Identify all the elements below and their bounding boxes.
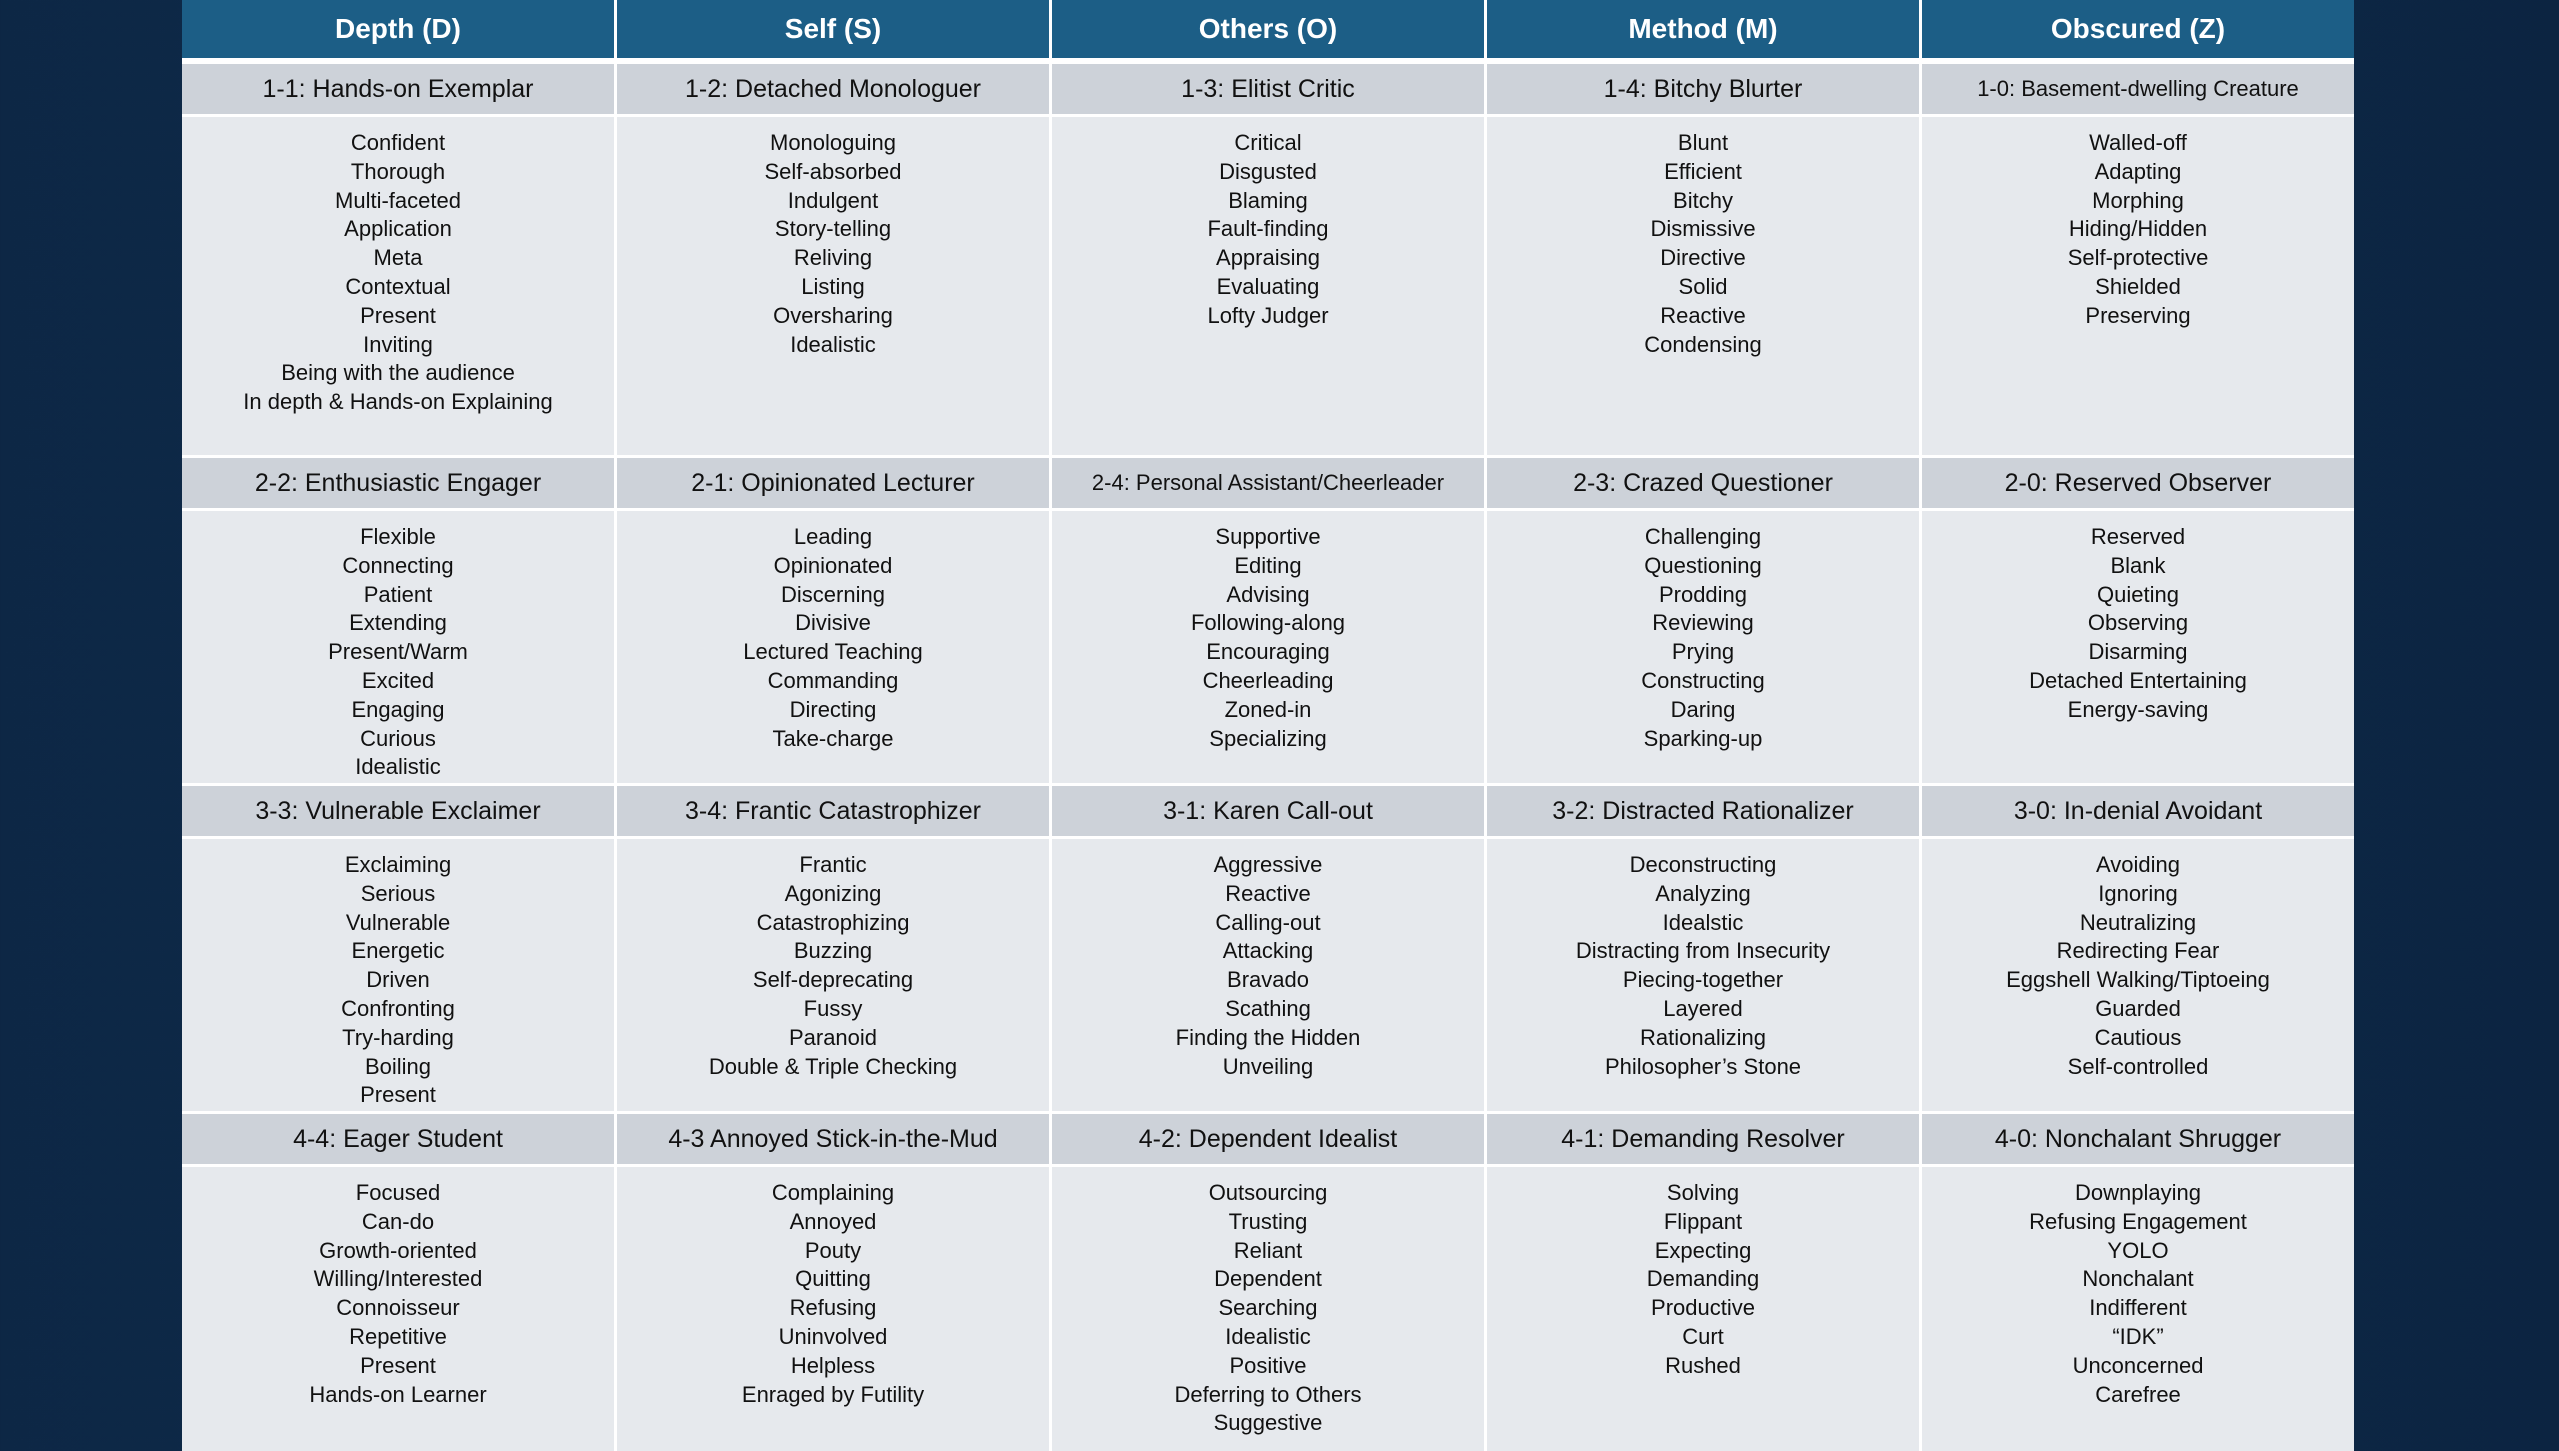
trait-item: Energetic bbox=[351, 938, 445, 964]
trait-item: Aggressive bbox=[1213, 852, 1323, 877]
section-title-row bbox=[182, 61, 2354, 114]
cell-trait-list bbox=[182, 511, 614, 783]
trait-item: Editing bbox=[1234, 552, 1302, 578]
trait-item: Evaluating bbox=[1216, 273, 1320, 299]
trait-item: Present bbox=[360, 1082, 436, 1108]
trait-item: Indifferent bbox=[2089, 1295, 2187, 1321]
trait-item: Ignoring bbox=[2098, 880, 2178, 906]
cell-title: 1-4: Bitchy Blurter bbox=[1487, 64, 1919, 114]
trait-item: Present/Warm bbox=[328, 639, 468, 665]
cell-trait-list bbox=[617, 511, 1049, 783]
trait-item: Encouraging bbox=[1206, 639, 1330, 665]
trait-item: Annoyed bbox=[789, 1208, 877, 1234]
trait-item: Multi-faceted bbox=[335, 187, 461, 213]
trait-item: Dependent bbox=[1214, 1266, 1322, 1292]
trait-item: Zoned-in bbox=[1224, 696, 1312, 722]
cell-title: 2-4: Personal Assistant/Cheerleader bbox=[1052, 458, 1484, 508]
trait-item: Bitchy bbox=[1673, 187, 1733, 213]
trait-item: Prying bbox=[1671, 639, 1735, 665]
trait-item: Flexible bbox=[360, 524, 436, 549]
trait-item: Quitting bbox=[795, 1266, 871, 1292]
trait-item: Productive bbox=[1651, 1295, 1755, 1321]
trait-item: Observing bbox=[2087, 610, 2189, 636]
trait-item: In depth & Hands-on Explaining bbox=[243, 389, 553, 415]
trait-item: Daring bbox=[1670, 696, 1736, 722]
trait-item: Unconcerned bbox=[2072, 1352, 2204, 1378]
trait-item: Downplaying bbox=[2075, 1180, 2201, 1205]
trait-item: Idealstic bbox=[1662, 909, 1744, 935]
trait-item: Focused bbox=[355, 1180, 441, 1205]
section-title-row bbox=[182, 455, 2354, 508]
cell-title: 4-1: Demanding Resolver bbox=[1487, 1114, 1919, 1164]
trait-item: Idealistic bbox=[1225, 1323, 1311, 1349]
trait-item: Rationalizing bbox=[1640, 1024, 1766, 1050]
trait-item: Thorough bbox=[350, 158, 446, 184]
trait-item: Exclaiming bbox=[344, 852, 452, 877]
trait-item: Serious bbox=[360, 880, 436, 906]
trait-item: Pouty bbox=[804, 1237, 862, 1263]
trait-item: Uninvolved bbox=[778, 1323, 888, 1349]
trait-item: Self-controlled bbox=[2067, 1053, 2209, 1079]
trait-item: Refusing bbox=[789, 1295, 877, 1321]
trait-item: Flippant bbox=[1663, 1208, 1743, 1234]
trait-item: Critical bbox=[1234, 130, 1302, 155]
trait-item: Trusting bbox=[1228, 1208, 1308, 1234]
trait-item: Self-absorbed bbox=[764, 158, 902, 184]
trait-item: Calling-out bbox=[1215, 909, 1321, 935]
trait-item: Fault-finding bbox=[1207, 216, 1329, 242]
trait-item: Lofty Judger bbox=[1207, 302, 1329, 328]
trait-item: Prodding bbox=[1658, 581, 1748, 607]
trait-item: Excited bbox=[361, 667, 435, 693]
trait-item: Blank bbox=[2110, 552, 2166, 578]
trait-item: Driven bbox=[366, 967, 430, 993]
trait-item: Reliant bbox=[1233, 1237, 1303, 1263]
column-header-method: Method (M) bbox=[1487, 0, 1919, 58]
trait-item: Disarming bbox=[2088, 639, 2188, 665]
cell-trait-list bbox=[182, 117, 614, 455]
trait-item: Blunt bbox=[1677, 130, 1729, 155]
section-body-row bbox=[182, 114, 2354, 455]
cell-title: 2-1: Opinionated Lecturer bbox=[617, 458, 1049, 508]
trait-item: Hiding/Hidden bbox=[2068, 216, 2208, 242]
trait-item: Willing/Interested bbox=[313, 1266, 483, 1292]
trait-item: Helpless bbox=[790, 1352, 876, 1378]
trait-item: Connoisseur bbox=[336, 1295, 460, 1321]
trait-item: Redirecting Fear bbox=[2056, 938, 2220, 964]
trait-item: Confident bbox=[350, 130, 446, 155]
trait-item: Scathing bbox=[1225, 995, 1311, 1021]
trait-item: Cheerleading bbox=[1202, 667, 1334, 693]
trait-item: Connecting bbox=[342, 552, 454, 578]
cell-title: 1-2: Detached Monologuer bbox=[617, 64, 1049, 114]
cell-title: 1-3: Elitist Critic bbox=[1052, 64, 1484, 114]
trait-item: Avoiding bbox=[2096, 852, 2180, 877]
column-header-self: Self (S) bbox=[617, 0, 1049, 58]
trait-item: Directive bbox=[1660, 245, 1746, 271]
cell-trait-list bbox=[182, 1167, 614, 1451]
trait-item: Deferring to Others bbox=[1174, 1381, 1362, 1407]
cell-trait-list bbox=[1052, 839, 1484, 1111]
trait-item: Carefree bbox=[2095, 1381, 2181, 1407]
column-header-row bbox=[182, 0, 2354, 61]
trait-item: Energy-saving bbox=[2067, 696, 2209, 722]
trait-item: Eggshell Walking/Tiptoeing bbox=[2006, 967, 2270, 993]
trait-item: Confronting bbox=[341, 995, 455, 1021]
trait-item: Double & Triple Checking bbox=[708, 1053, 958, 1079]
trait-item: Analyzing bbox=[1655, 880, 1751, 906]
cell-title: 3-3: Vulnerable Exclaimer bbox=[182, 786, 614, 836]
trait-item: Suggestive bbox=[1213, 1410, 1323, 1436]
cell-trait-list bbox=[1052, 511, 1484, 783]
trait-item: Complaining bbox=[771, 1180, 895, 1205]
trait-item: Catastrophizing bbox=[756, 909, 910, 935]
trait-item: Commanding bbox=[767, 667, 899, 693]
trait-item: Curious bbox=[360, 725, 436, 751]
cell-trait-list bbox=[1487, 839, 1919, 1111]
trait-item: Contextual bbox=[345, 273, 451, 299]
cell-trait-list bbox=[617, 117, 1049, 455]
trait-item: Morphing bbox=[2092, 187, 2184, 213]
trait-item: Buzzing bbox=[793, 938, 873, 964]
trait-item: Neutralizing bbox=[2079, 909, 2197, 935]
trait-item: Try-harding bbox=[342, 1024, 454, 1050]
trait-item: Dismissive bbox=[1650, 216, 1756, 242]
trait-item: Walled-off bbox=[2089, 130, 2187, 155]
cell-trait-list bbox=[1487, 117, 1919, 455]
trait-item: Being with the audience bbox=[281, 360, 515, 386]
trait-item: Refusing Engagement bbox=[2029, 1208, 2247, 1234]
cell-title: 1-0: Basement-dwelling Creature bbox=[1922, 64, 2354, 114]
trait-item: Solving bbox=[1666, 1180, 1740, 1205]
personality-matrix-table bbox=[182, 0, 2354, 1439]
cell-trait-list bbox=[1052, 117, 1484, 455]
trait-item: “IDK” bbox=[2112, 1323, 2164, 1349]
trait-item: Sparking-up bbox=[1643, 725, 1763, 751]
column-header-others: Others (O) bbox=[1052, 0, 1484, 58]
trait-item: Leading bbox=[793, 524, 873, 549]
trait-item: Discerning bbox=[781, 581, 885, 607]
cell-title: 2-3: Crazed Questioner bbox=[1487, 458, 1919, 508]
trait-item: Quieting bbox=[2097, 581, 2179, 607]
section-title-row bbox=[182, 1111, 2354, 1164]
trait-item: Constructing bbox=[1641, 667, 1765, 693]
trait-item: Story-telling bbox=[774, 216, 892, 242]
trait-item: Piecing-together bbox=[1622, 967, 1784, 993]
trait-item: Reactive bbox=[1660, 302, 1746, 328]
trait-item: Fussy bbox=[803, 995, 863, 1021]
cell-trait-list bbox=[1922, 511, 2354, 783]
trait-item: Self-protective bbox=[2067, 245, 2209, 271]
trait-item: Agonizing bbox=[784, 880, 882, 906]
cell-title: 4-4: Eager Student bbox=[182, 1114, 614, 1164]
trait-item: Idealistic bbox=[790, 331, 876, 357]
trait-item: Following-along bbox=[1190, 610, 1346, 636]
trait-item: Reviewing bbox=[1652, 610, 1754, 636]
trait-item: Engaging bbox=[351, 696, 445, 722]
trait-item: Searching bbox=[1218, 1295, 1318, 1321]
trait-item: Idealistic bbox=[355, 754, 441, 780]
trait-item: Appraising bbox=[1216, 245, 1320, 271]
trait-item: Hands-on Learner bbox=[309, 1381, 487, 1407]
trait-item: Directing bbox=[789, 696, 877, 722]
trait-item: Oversharing bbox=[773, 302, 893, 328]
section-body-row bbox=[182, 836, 2354, 1111]
cell-trait-list bbox=[617, 1167, 1049, 1451]
cell-trait-list bbox=[1922, 117, 2354, 455]
trait-item: Reserved bbox=[2090, 524, 2186, 549]
column-header-depth: Depth (D) bbox=[182, 0, 614, 58]
trait-item: Patient bbox=[363, 581, 433, 607]
trait-item: Detached Entertaining bbox=[2029, 667, 2247, 693]
trait-item: Enraged by Futility bbox=[741, 1381, 925, 1407]
trait-item: Positive bbox=[1229, 1352, 1307, 1378]
cell-title: 4-3 Annoyed Stick-in-the-Mud bbox=[617, 1114, 1049, 1164]
column-header-obscured: Obscured (Z) bbox=[1922, 0, 2354, 58]
section-body-row bbox=[182, 508, 2354, 783]
trait-item: Inviting bbox=[363, 331, 433, 357]
trait-item: Deconstructing bbox=[1629, 852, 1777, 877]
trait-item: Solid bbox=[1678, 273, 1728, 299]
trait-item: Preserving bbox=[2085, 302, 2191, 328]
trait-item: Repetitive bbox=[349, 1323, 447, 1349]
cell-title: 2-0: Reserved Observer bbox=[1922, 458, 2354, 508]
trait-item: Philosopher’s Stone bbox=[1604, 1053, 1802, 1079]
trait-item: Present bbox=[360, 302, 436, 328]
trait-item: Monologuing bbox=[770, 130, 896, 155]
cell-trait-list bbox=[1487, 511, 1919, 783]
trait-item: Unveiling bbox=[1222, 1053, 1314, 1079]
trait-item: Condensing bbox=[1644, 331, 1762, 357]
trait-item: YOLO bbox=[2107, 1237, 2169, 1263]
table-body bbox=[182, 61, 2354, 1451]
trait-item: Listing bbox=[801, 273, 865, 299]
trait-item: Lectured Teaching bbox=[743, 639, 923, 665]
trait-item: Nonchalant bbox=[2082, 1266, 2194, 1292]
trait-item: Frantic bbox=[799, 852, 867, 877]
cell-title: 2-2: Enthusiastic Engager bbox=[182, 458, 614, 508]
trait-item: Paranoid bbox=[788, 1024, 878, 1050]
cell-trait-list bbox=[1052, 1167, 1484, 1451]
trait-item: Vulnerable bbox=[345, 909, 451, 935]
trait-item: Challenging bbox=[1644, 524, 1762, 549]
trait-item: Divisive bbox=[795, 610, 871, 636]
cell-title: 4-0: Nonchalant Shrugger bbox=[1922, 1114, 2354, 1164]
trait-item: Meta bbox=[373, 245, 423, 271]
trait-item: Curt bbox=[1682, 1323, 1724, 1349]
cell-trait-list bbox=[617, 839, 1049, 1111]
cell-trait-list bbox=[1487, 1167, 1919, 1451]
trait-item: Specializing bbox=[1209, 725, 1327, 751]
trait-item: Shielded bbox=[2095, 273, 2181, 299]
trait-item: Cautious bbox=[2094, 1024, 2182, 1050]
trait-item: Boiling bbox=[364, 1053, 432, 1079]
trait-item: Present bbox=[360, 1352, 436, 1378]
trait-item: Expecting bbox=[1654, 1237, 1752, 1263]
cell-title: 1-1: Hands-on Exemplar bbox=[182, 64, 614, 114]
trait-item: Outsourcing bbox=[1208, 1180, 1328, 1205]
trait-item: Supportive bbox=[1215, 524, 1321, 549]
trait-item: Distracting from Insecurity bbox=[1575, 938, 1831, 964]
trait-item: Indulgent bbox=[787, 187, 879, 213]
trait-item: Adapting bbox=[2094, 158, 2182, 184]
trait-item: Extending bbox=[349, 610, 447, 636]
trait-item: Opinionated bbox=[773, 552, 893, 578]
trait-item: Take-charge bbox=[772, 725, 894, 751]
section-title-row bbox=[182, 783, 2354, 836]
trait-item: Can-do bbox=[361, 1208, 435, 1234]
trait-item: Reactive bbox=[1225, 880, 1311, 906]
trait-item: Reliving bbox=[793, 245, 873, 271]
trait-item: Efficient bbox=[1664, 158, 1742, 184]
cell-title: 4-2: Dependent Idealist bbox=[1052, 1114, 1484, 1164]
trait-item: Growth-oriented bbox=[319, 1237, 477, 1263]
trait-item: Disgusted bbox=[1219, 158, 1317, 184]
trait-item: Demanding bbox=[1646, 1266, 1760, 1292]
cell-title: 3-2: Distracted Rationalizer bbox=[1487, 786, 1919, 836]
trait-item: Application bbox=[344, 216, 452, 242]
section-body-row bbox=[182, 1164, 2354, 1451]
trait-item: Self-deprecating bbox=[752, 967, 914, 993]
trait-item: Guarded bbox=[2095, 995, 2181, 1021]
trait-item: Rushed bbox=[1665, 1352, 1741, 1378]
trait-item: Advising bbox=[1226, 581, 1310, 607]
cell-title: 3-0: In-denial Avoidant bbox=[1922, 786, 2354, 836]
trait-item: Layered bbox=[1663, 995, 1743, 1021]
cell-title: 3-4: Frantic Catastrophizer bbox=[617, 786, 1049, 836]
cell-trait-list bbox=[1922, 839, 2354, 1111]
cell-title: 3-1: Karen Call-out bbox=[1052, 786, 1484, 836]
trait-item: Questioning bbox=[1644, 552, 1762, 578]
cell-trait-list bbox=[182, 839, 614, 1111]
cell-trait-list bbox=[1922, 1167, 2354, 1451]
trait-item: Bravado bbox=[1227, 967, 1309, 993]
trait-item: Finding the Hidden bbox=[1175, 1024, 1361, 1050]
trait-item: Attacking bbox=[1222, 938, 1314, 964]
trait-item: Blaming bbox=[1228, 187, 1308, 213]
